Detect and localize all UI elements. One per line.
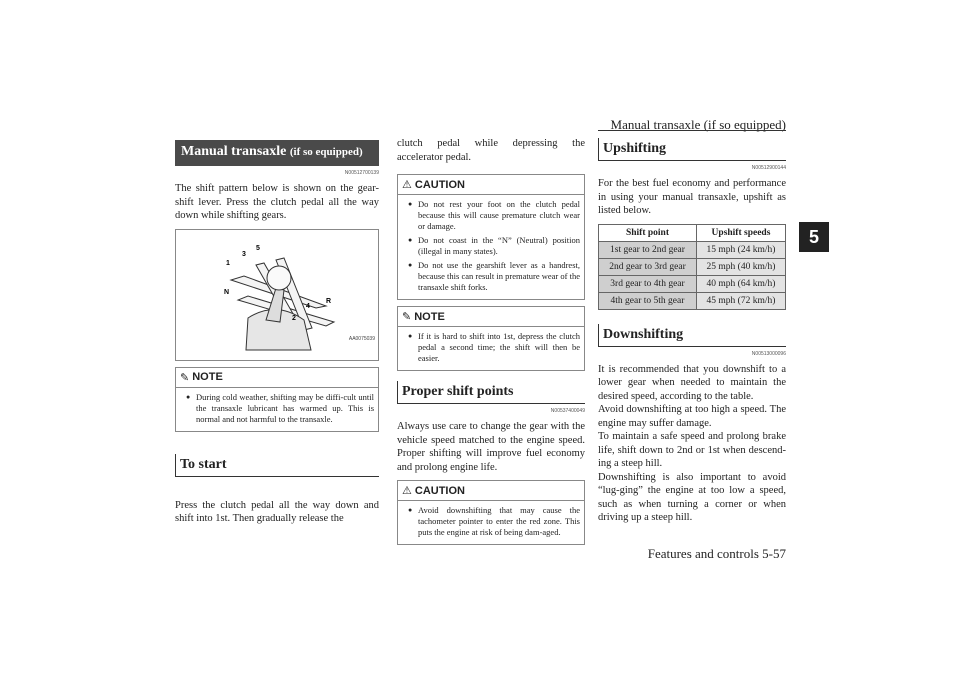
- pencil-icon: ✎: [402, 311, 412, 323]
- note-header-2: ✎ NOTE: [398, 307, 584, 327]
- downshift-text-4: Downshifting is also important to avoid “lug-ging” the engine at too low a speed, such as when turning a corner or when driving up a steep hill.: [598, 471, 786, 523]
- caution-box-2: [397, 480, 585, 545]
- table-header: Shift point: [599, 224, 697, 241]
- warning-triangle-icon: ⚠: [402, 179, 412, 191]
- gear-label-n: N: [224, 288, 230, 296]
- to-start-text: Press the clutch pedal all the way down and shift into 1st. Then gradually release the: [175, 499, 379, 524]
- page-number: Features and controls 5-57: [647, 546, 786, 561]
- caution-item: ● Do not use the gearshift lever as a handrest, because this can result in premature wear of the transaxle shift forks.: [408, 260, 580, 293]
- section-code: N00512900144: [751, 165, 786, 171]
- section-title-manual-transaxle: Manual transaxle (if so equipped): [175, 140, 379, 166]
- section-heading-upshifting: Upshifting: [598, 138, 786, 161]
- note-header: ✎ NOTE: [176, 368, 378, 388]
- upshift-text: For the best fuel economy and performance in using your manual transaxle, upshift as listed below.: [598, 178, 786, 216]
- chapter-tab: 5: [799, 222, 829, 252]
- header-rule: [598, 130, 786, 131]
- gear-label-r: R: [326, 297, 332, 305]
- shift-pattern-illustration: [176, 230, 378, 358]
- note-item: ● During cold weather, shifting may be diffi-cult until the transaxle lubricant has warmed up. This is normal and not harmful to the transaxle.: [186, 392, 374, 425]
- gear-label-3: 3: [242, 250, 246, 258]
- caution-box: [397, 174, 585, 300]
- section-heading-proper-shift-points: Proper shift points: [397, 381, 585, 404]
- column-3: [598, 138, 786, 525]
- note-box: [175, 367, 379, 432]
- note-item: ● If it is hard to shift into 1st, depress the clutch pedal a second time; the shift will then be easier.: [408, 331, 580, 364]
- shift-pattern-figure: [175, 229, 379, 361]
- section-code: N00513000096: [751, 350, 786, 357]
- header-title: Manual transaxle (if so equipped): [610, 117, 786, 132]
- continued-text: clutch pedal while depressing the accelerator pedal.: [397, 138, 585, 163]
- section-code: N00537400049: [550, 408, 585, 414]
- intro-text: The shift pattern below is shown on the gear-shift lever. Press the clutch pedal all the way down while shifting gears.: [175, 183, 379, 221]
- gear-label-4: 4: [306, 302, 310, 310]
- downshift-text-1: It is recommended that you downshift to a lower gear when needed to maintain the desired speed, according to the table.: [598, 363, 786, 402]
- figure-code: AA0075039: [348, 335, 375, 342]
- warning-triangle-icon: ⚠: [402, 485, 412, 497]
- section-heading-to-start: To start: [175, 454, 379, 477]
- table-row: 2nd gear to 3rd gear 25 mph (40 km/h): [599, 258, 786, 275]
- table-header: Upshift speeds: [696, 224, 785, 241]
- section-code: N00512700139: [344, 170, 379, 176]
- downshift-text-2: Avoid downshifting at too high a speed. The engine may suffer damage.: [598, 404, 786, 429]
- table-row: 4th gear to 5th gear 45 mph (72 km/h): [599, 292, 786, 309]
- table-row: 1st gear to 2nd gear 15 mph (24 km/h): [599, 241, 786, 258]
- gear-label-5: 5: [256, 244, 260, 252]
- upshift-speed-table: [598, 224, 786, 310]
- column-1: [175, 140, 379, 532]
- column-2: [397, 137, 585, 551]
- caution-header: ⚠ CAUTION: [398, 175, 584, 195]
- section-heading-downshifting: Downshifting: [598, 324, 786, 347]
- gear-label-1: 1: [226, 259, 230, 267]
- table-row: 3rd gear to 4th gear 40 mph (64 km/h): [599, 275, 786, 292]
- downshift-text-3: To maintain a safe speed and prolong brake life, shift down to 2nd or 1st when descend-ing a steep hill.: [598, 431, 786, 469]
- caution-header-2: ⚠ CAUTION: [398, 481, 584, 501]
- caution-item: ● Do not rest your foot on the clutch pedal because this will cause premature clutch wear or damage.: [408, 199, 580, 232]
- note-box-2: [397, 306, 585, 371]
- caution-item: ● Avoid downshifting that may cause the tachometer pointer to enter the red zone. This puts the engine at risk of being dam-aged.: [408, 505, 580, 538]
- caution-item: ● Do not coast in the “N” (Neutral) position (illegal in many states).: [408, 235, 580, 257]
- gear-label-2: 2: [292, 314, 296, 322]
- proper-shift-text: Always use care to change the gear with the vehicle speed matched to the engine speed. Proper shifting will improve fuel economy and prolong engine life.: [397, 421, 585, 473]
- pencil-icon: ✎: [180, 371, 190, 384]
